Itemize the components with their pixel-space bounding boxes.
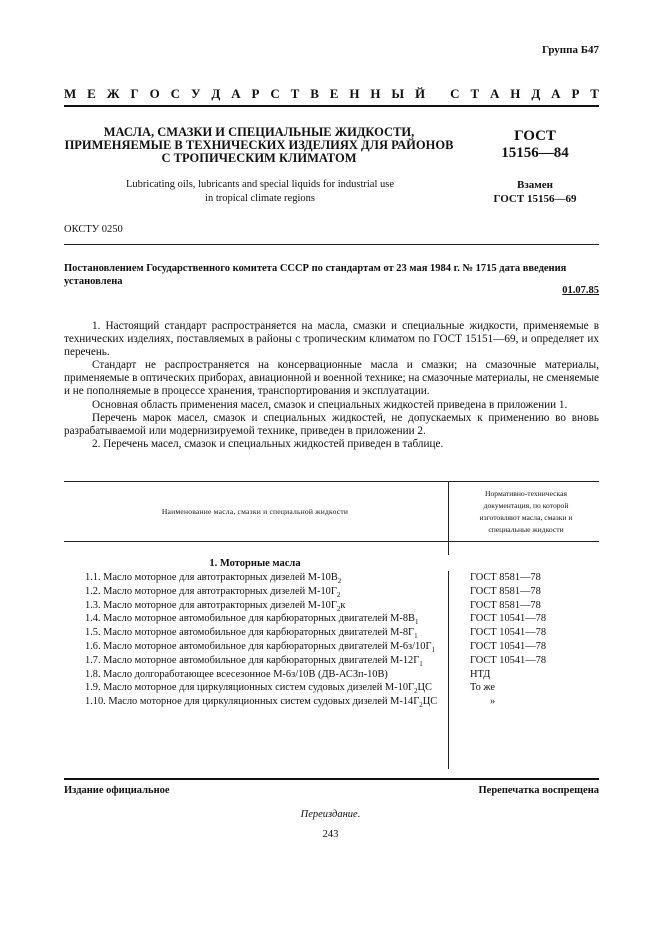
table-header-document	[452, 488, 600, 536]
table-header-document-line-4: специальные жидкости	[488, 525, 564, 534]
title-line-1: МАСЛА, СМАЗКИ И СПЕЦИАЛЬНЫЕ ЖИДКОСТИ,	[103, 125, 415, 139]
paragraph-1: 1. Настоящий стандарт распространяется на масла, смазки и специальные жидкости, применяемые в технических изделиях, поставляемых в районы с тропическим климатом по ГОСТ 15151—69, и определяет их перечень.	[64, 320, 599, 359]
interstate-letter: А	[551, 86, 561, 101]
row-name-text: 1.1. Масло моторное для автотракторных дизелей М-10В	[85, 572, 338, 583]
row-name-text: 1.5. Масло моторное автомобильное для карбюраторных двигателей М-8Г	[85, 627, 415, 639]
decree-text: Постановлением Государственного комитета СССР по стандартам от 23 мая 1984 г. № 1715 дата введения установлена	[64, 263, 567, 287]
row-name-text: 1.7. Масло моторное автомобильное для карбюраторных двигателей М-12Г	[85, 654, 420, 666]
interstate-letter: Д	[531, 86, 541, 101]
row-document: ГОСТ 8581—78	[470, 585, 541, 597]
row-name	[64, 585, 446, 599]
table-row	[64, 640, 600, 654]
row-name-text: 1.4. Масло моторное автомобильное для карбюраторных двигателей М-8В	[85, 613, 415, 625]
table-column-divider	[448, 481, 449, 555]
table-header-document-line-2: документация, по которой	[483, 501, 569, 510]
reissue-note: Переиздание.	[300, 809, 361, 820]
page-number: 243	[322, 829, 339, 840]
row-name	[64, 626, 446, 640]
row-name-subscript: 1	[415, 618, 419, 627]
row-name-subscript: 1	[419, 659, 423, 668]
english-title	[100, 178, 420, 206]
row-name	[64, 571, 446, 585]
interstate-letter: Н	[510, 86, 521, 101]
document-title	[64, 126, 454, 165]
row-document: »	[490, 696, 496, 708]
okstu-rule	[64, 244, 599, 245]
interstate-letter: М	[64, 86, 77, 101]
okstu-code: ОКСТУ 0250	[64, 224, 123, 235]
interstate-letter: А	[490, 86, 500, 101]
table-header-document-line-1: Нормативно-техническая	[485, 489, 567, 498]
gost-label: ГОСТ	[514, 128, 556, 144]
official-edition: Издание официальное	[64, 785, 170, 796]
interstate-letter: В	[310, 86, 319, 101]
interstate-letter: Й	[415, 86, 426, 101]
table-row	[64, 585, 600, 599]
table-header-document-line-3: изготовляют масла, смазки и	[479, 513, 573, 522]
english-title-line-1: Lubricating oils, lubricants and special liquids for industrial use	[126, 179, 394, 190]
interstate-standard-heading	[64, 86, 599, 102]
effective-date: 01.07.85	[562, 285, 599, 296]
interstate-letter: Т	[590, 86, 599, 101]
row-name-subscript: 1	[414, 632, 418, 641]
row-document: НТД	[470, 668, 491, 680]
row-name-suffix: ЦС	[422, 696, 438, 708]
group-code: Группа Б47	[542, 44, 599, 56]
interstate-letter: Ж	[106, 86, 120, 101]
row-name-suffix: ЦС	[417, 682, 432, 694]
interstate-letter: Д	[211, 86, 221, 101]
interstate-letter: Т	[470, 86, 480, 101]
row-name	[64, 695, 446, 709]
row-name-text: 1.10. Масло моторное для циркуляционных систем судовых дизелей М-14Г	[85, 696, 420, 708]
row-name	[64, 654, 446, 668]
interstate-letter: С	[170, 86, 181, 101]
row-name-suffix: к	[340, 599, 346, 611]
row-name	[64, 668, 446, 682]
row-name-text: 1.9. Масло моторное для циркуляционных систем судовых дизелей М-10Г	[85, 682, 415, 694]
row-document: ГОСТ 8581—78	[470, 572, 541, 583]
interstate-letter: С	[450, 86, 460, 101]
interstate-letter: Т	[290, 86, 300, 101]
row-document: ГОСТ 10541—78	[470, 613, 547, 625]
table-row	[64, 626, 600, 640]
row-name-subscript: 2	[419, 701, 423, 710]
row-name	[64, 681, 446, 695]
row-name-text: 1.6. Масло моторное автомобильное для карбюраторных двигателей М-6з/10Г	[85, 640, 432, 652]
table-body	[64, 571, 600, 709]
interstate-letter: Р	[571, 86, 580, 101]
interstate-letter: Г	[130, 86, 139, 101]
replaces-label: Взамен	[517, 179, 553, 191]
paragraph-5: 2. Перечень масел, смазок и специальных жидкостей приведен в таблице.	[92, 437, 444, 450]
row-name	[64, 612, 446, 626]
interstate-letter: Н	[349, 86, 360, 101]
paragraph-2: Стандарт не распространяется на консервационные масла и смазки; на смазочные материалы, применяемые в оптических приборах, авиационной и военной технике; на смазочные материалы, не сменяемые и не пополняемые в процессе хранения, транспортирования и эксплуатации.	[64, 359, 599, 398]
replaces-number: ГОСТ 15156—69	[493, 193, 577, 205]
interstate-letter: Е	[329, 86, 339, 101]
title-line-2: ПРИМЕНЯЕМЫЕ В ТЕХНИЧЕСКИХ ИЗДЕЛИЯХ ДЛЯ РАЙОНОВ	[64, 138, 454, 152]
table-row	[64, 571, 600, 585]
row-document: То же	[470, 682, 496, 694]
interstate-letter: О	[149, 86, 160, 101]
interstate-letter: С	[270, 86, 280, 101]
interstate-letter: Р	[251, 86, 260, 101]
table-header-rule	[64, 541, 599, 542]
interstate-letter: У	[190, 86, 201, 101]
row-document: ГОСТ 8581—78	[470, 599, 541, 611]
row-name-text: 1.8. Масло долгоработающее всесезонное М-6з/10В (ДВ-АСЗп-10В)	[85, 668, 388, 680]
table-header-name: Наименование масла, смазки и специальной жидкости	[161, 506, 349, 516]
reprint-prohibited: Перепечатка воспрещена	[478, 785, 599, 796]
table-row	[64, 668, 600, 682]
replaces-block	[470, 178, 600, 206]
row-name	[64, 599, 446, 613]
row-document: ГОСТ 10541—78	[470, 654, 547, 666]
row-document: ГОСТ 10541—78	[470, 640, 547, 652]
row-name-text: 1.2. Масло моторное для автотракторных дизелей М-10Г	[85, 585, 337, 597]
gost-designation	[470, 128, 600, 162]
interstate-letter: А	[231, 86, 241, 101]
header-rule	[64, 105, 599, 107]
table-section-title: 1. Моторные масла	[209, 558, 301, 569]
footer-rule	[64, 778, 599, 780]
interstate-letter: Н	[370, 86, 381, 101]
row-name-text: 1.3. Масло моторное для автотракторных дизелей М-10Г	[85, 599, 337, 611]
row-name-subscript: 2	[336, 590, 341, 599]
body-text	[64, 320, 599, 451]
paragraph-3: Основная область применения масел, смазок и специальных жидкостей приведена в приложении 1.	[92, 398, 568, 411]
gost-number: 15156—84	[501, 145, 569, 161]
row-document: ГОСТ 10541—78	[470, 627, 547, 639]
paragraph-4: Перечень марок масел, смазок и специальных жидкостей, не допускаемых к применению во вновь разрабатываемой или модернизируемой технике, приведен в приложении 2.	[64, 411, 599, 437]
row-name-subscript: 2	[336, 604, 341, 613]
table-column-divider-body	[448, 571, 449, 769]
english-title-line-2: in tropical climate regions	[205, 193, 315, 204]
table-row	[64, 612, 600, 626]
table-row	[64, 681, 600, 695]
table-row	[64, 695, 600, 709]
table-row	[64, 599, 600, 613]
interstate-letter: Ы	[391, 86, 405, 101]
row-name	[64, 640, 446, 654]
row-name-subscript: 2	[414, 687, 418, 696]
interstate-letter: Е	[87, 86, 96, 101]
row-name-subscript: 1	[431, 646, 435, 655]
title-line-3: С ТРОПИЧЕСКИМ КЛИМАТОМ	[161, 151, 357, 165]
interstate-letter	[436, 86, 439, 102]
row-name-subscript: 2	[337, 577, 342, 586]
table-row	[64, 654, 600, 668]
